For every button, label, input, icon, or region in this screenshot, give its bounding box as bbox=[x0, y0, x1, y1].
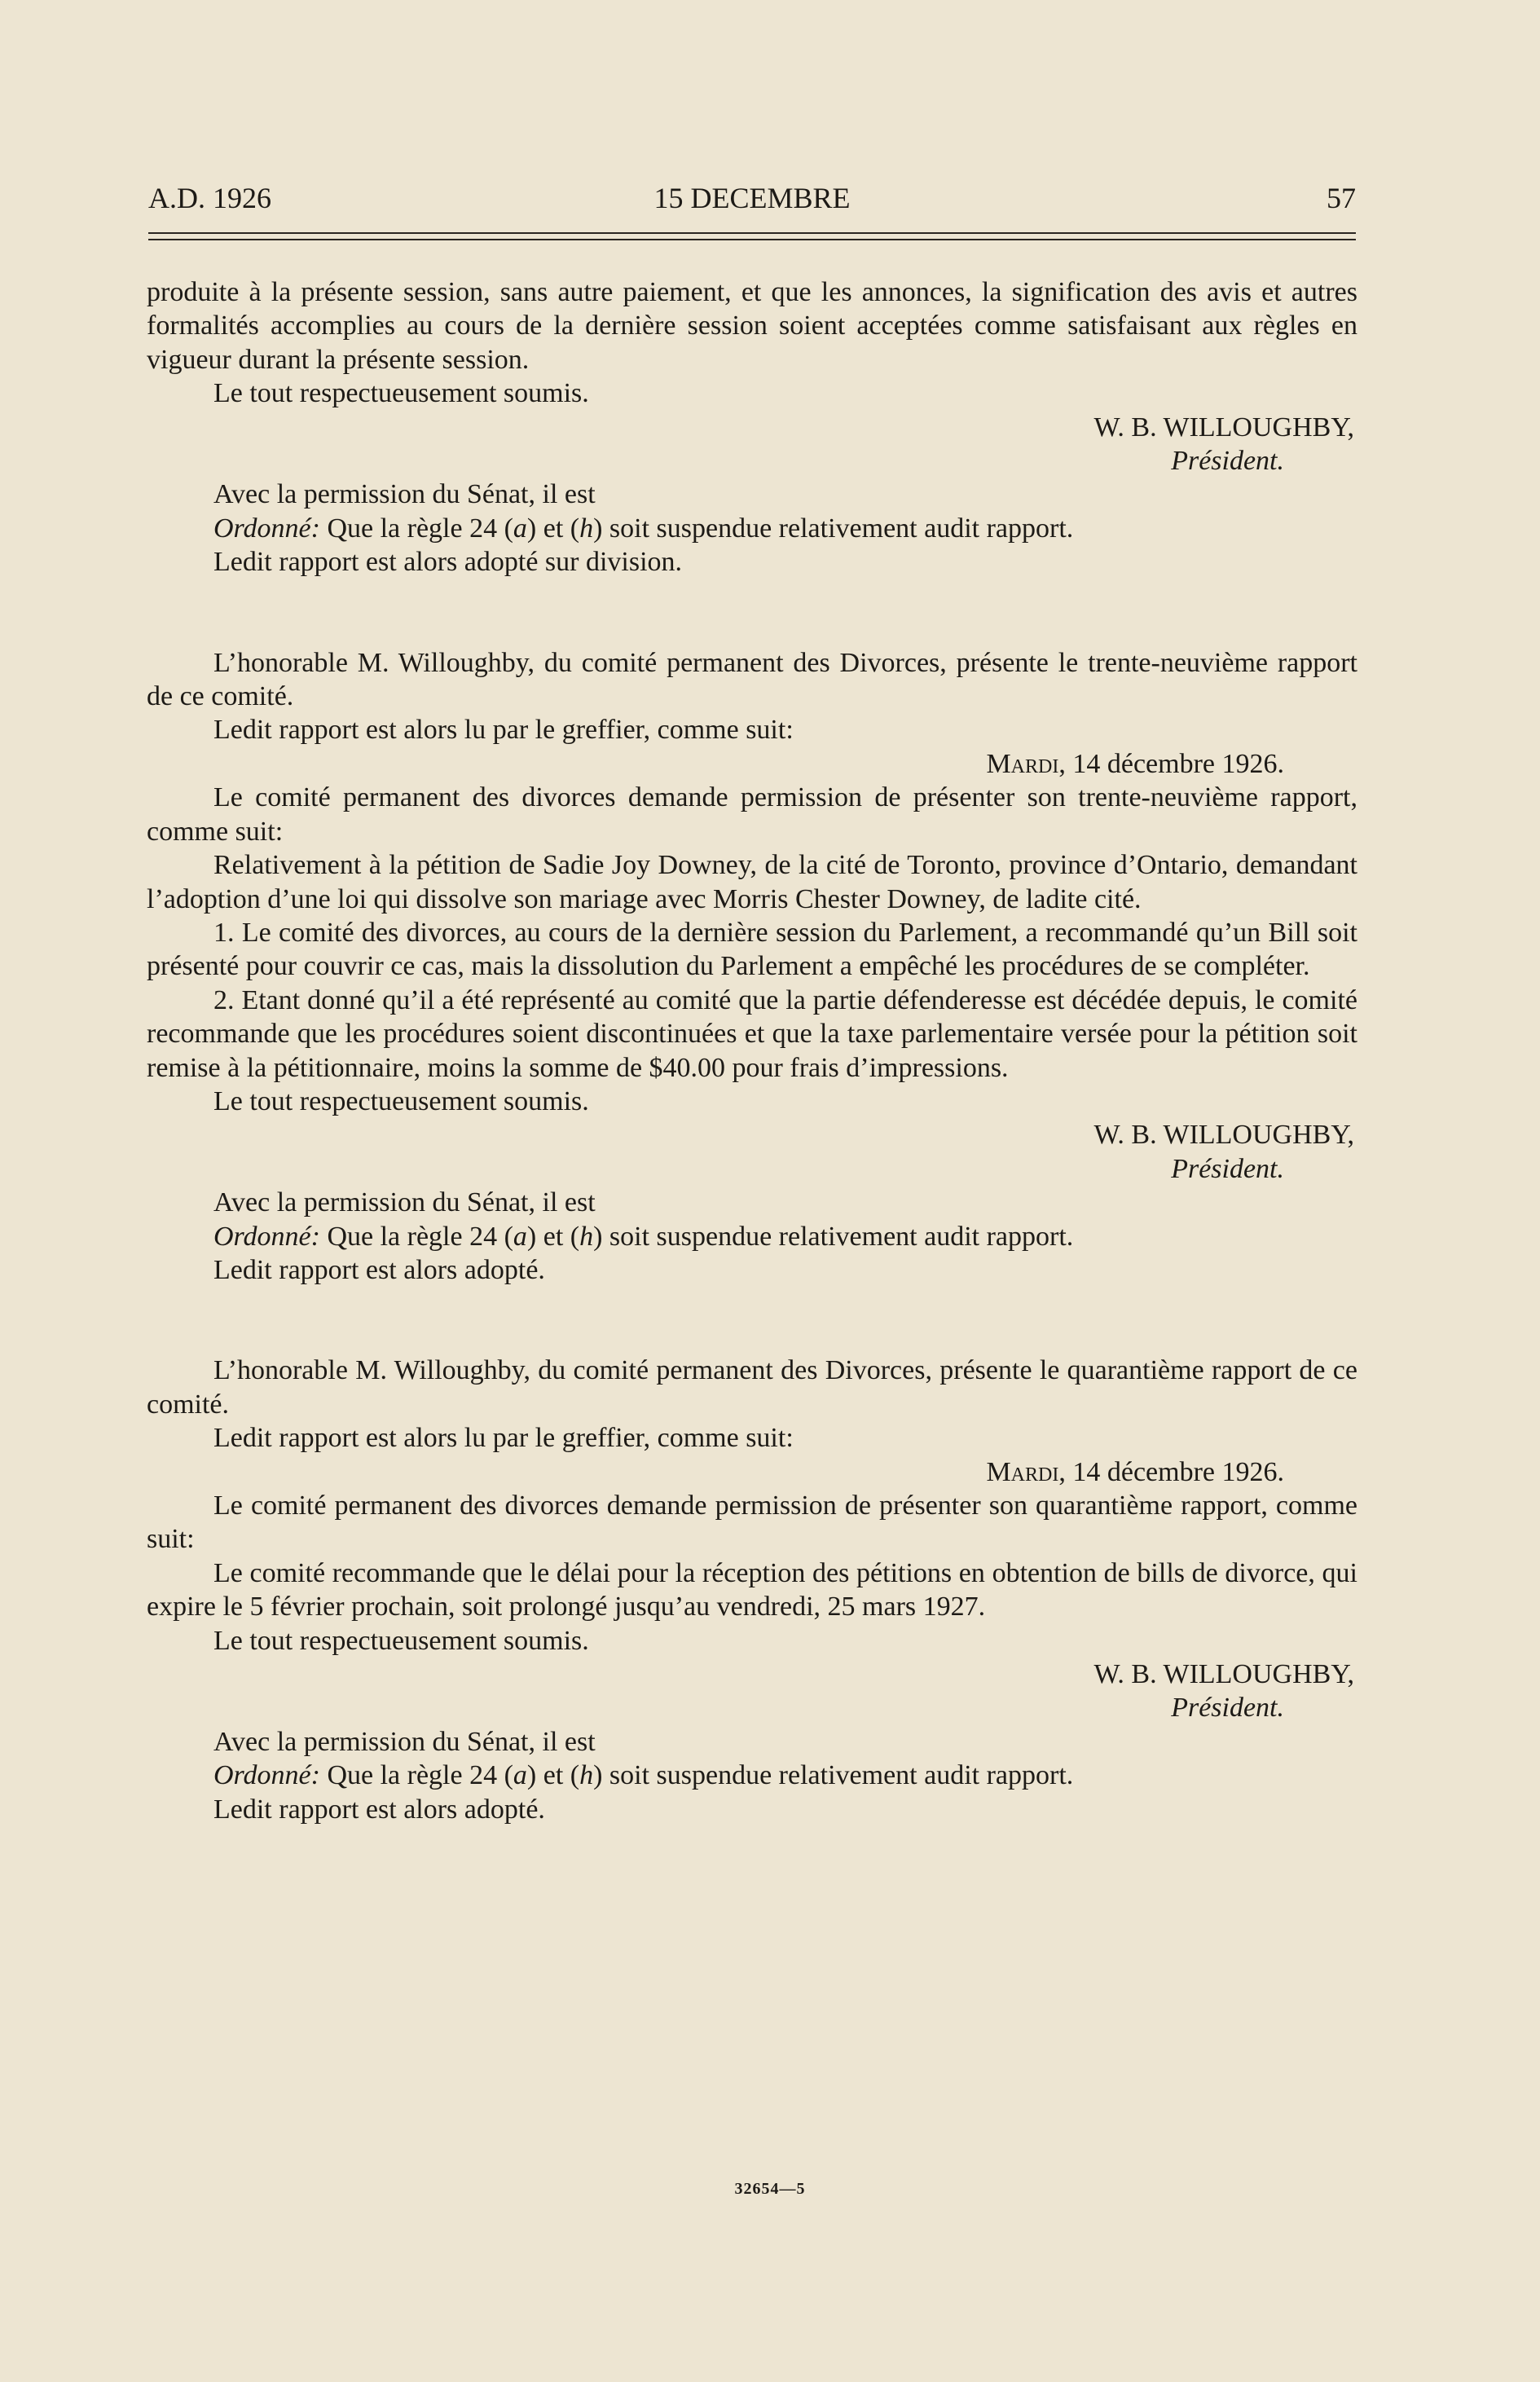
signature-title: Président. bbox=[1171, 1693, 1284, 1724]
header-rule-bottom bbox=[148, 239, 1356, 240]
adopted-line: Ledit rapport est alors adopté. bbox=[213, 1794, 545, 1825]
signature: W. B. WILLOUGHBY, bbox=[1093, 1120, 1354, 1151]
signature-title: Président. bbox=[1171, 1153, 1284, 1184]
adopted-line: Ledit rapport est alors adopté. bbox=[213, 1254, 545, 1285]
print-code: 32654—5 bbox=[734, 2180, 806, 2198]
page-number: 57 bbox=[1327, 182, 1356, 214]
recommendation-paragraph: Le comité recommande que le délai pour la réception des pétitions en obtention de bills de divorce, qui expire le 5 février prochain, soit prolongé jusqu’au vendredi, 25 mars 1927. bbox=[147, 1557, 1357, 1622]
signature: W. B. WILLOUGHBY, bbox=[1093, 1659, 1354, 1690]
signature: W. B. WILLOUGHBY, bbox=[1093, 412, 1354, 442]
report-date: Mardi, 14 décembre 1926. bbox=[986, 1456, 1284, 1487]
adopted-line: Ledit rapport est alors adopté sur division. bbox=[213, 547, 683, 578]
continuation-paragraph: produite à la présente session, sans autre paiement, et que les annonces, la signification des avis et autres formalités accomplies au cours de la dernière session soient acceptées comme satisfaisant aux règles en vigueur durant la présente session. bbox=[147, 277, 1357, 375]
submitted-line: Le tout respectueusement soumis. bbox=[213, 378, 589, 409]
section-gap bbox=[147, 1287, 1357, 1354]
order-paragraph: Ordonné: Que la règle 24 (a) et (h) soit suspendue relativement audit rapport. bbox=[213, 1221, 1074, 1252]
report-intro-paragraph: L’honorable M. Willoughby, du comité permanent des Divorces, présente le trente-neuvième rapport de ce comité. bbox=[147, 647, 1357, 712]
petition-paragraph: Relativement à la pétition de Sadie Joy Downey, de la cité de Toronto, province d’Ontario, demandant l’adoption d’une loi qui dissolve son mariage avec Morris Chester Downey, de ladite cité. bbox=[147, 850, 1357, 914]
report-date: Mardi, 14 décembre 1926. bbox=[986, 748, 1284, 779]
submitted-line: Le tout respectueusement soumis. bbox=[213, 1085, 589, 1116]
submitted-line: Le tout respectueusement soumis. bbox=[213, 1625, 589, 1656]
item-2: 2. Etant donné qu’il a été représenté au comité que la partie défenderesse est décédée depuis, le comité recommande que les procédures soient discontinuées et que la taxe parlementaire versée pour la pétition soit remise à la pétitionnaire, moins la somme de $40.00 pour frais d’impressions. bbox=[147, 984, 1357, 1083]
order-paragraph: Ordonné: Que la règle 24 (a) et (h) soit suspendue relativement audit rapport. bbox=[213, 513, 1074, 544]
order-label: Ordonné: bbox=[213, 1221, 320, 1252]
order-label: Ordonné: bbox=[213, 513, 320, 544]
header-rule-top bbox=[148, 232, 1356, 234]
permission-line: Avec la permission du Sénat, il est bbox=[213, 1187, 596, 1218]
report-opening: Le comité permanent des divorces demande permission de présenter son trente-neuvième rapport, comme suit: bbox=[147, 782, 1357, 847]
read-line: Ledit rapport est alors lu par le greffier, comme suit: bbox=[213, 1423, 794, 1454]
section-gap bbox=[147, 579, 1357, 646]
header-date: 15 DECEMBRE bbox=[653, 182, 851, 214]
order-label: Ordonné: bbox=[213, 1760, 320, 1791]
order-paragraph: Ordonné: Que la règle 24 (a) et (h) soit suspendue relativement audit rapport. bbox=[213, 1760, 1074, 1791]
permission-line: Avec la permission du Sénat, il est bbox=[213, 479, 596, 510]
read-line: Ledit rapport est alors lu par le greffier, comme suit: bbox=[213, 715, 794, 746]
header-year: A.D. 1926 bbox=[148, 182, 271, 214]
permission-line: Avec la permission du Sénat, il est bbox=[213, 1726, 596, 1757]
signature-title: Président. bbox=[1171, 446, 1284, 477]
report-intro-paragraph: L’honorable M. Willoughby, du comité permanent des Divorces, présente le quarantième rapport de ce comité. bbox=[147, 1355, 1357, 1420]
report-opening: Le comité permanent des divorces demande permission de présenter son quarantième rapport, comme suit: bbox=[147, 1490, 1357, 1555]
running-header bbox=[148, 178, 1356, 218]
item-1: 1. Le comité des divorces, au cours de la dernière session du Parlement, a recommandé qu’un Bill soit présenté pour couvrir ce cas, mais la dissolution du Parlement a empêché les procédures de se compléter. bbox=[147, 917, 1357, 982]
journal-body bbox=[147, 275, 1357, 1826]
